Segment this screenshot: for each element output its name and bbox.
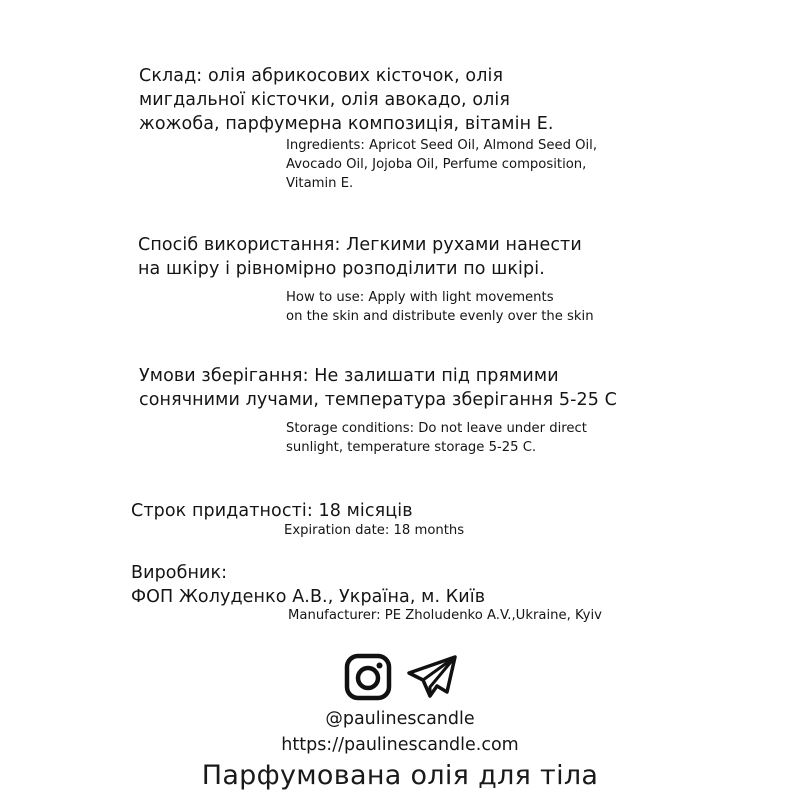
storage-ua-line: Умови зберігання: Не залишати під прямими <box>139 366 559 386</box>
manufacturer-ua <box>131 561 485 609</box>
manufacturer-en-line: Manufacturer: PE Zholudenko A.V.,Ukraine, Kyiv <box>288 608 602 623</box>
shelf-life-ua <box>131 499 413 523</box>
storage-ua-line: сонячними лучами, температура зберігання 5-25 С <box>139 390 617 410</box>
usage-ua-line: на шкіру і рівномірно розподілити по шкірі. <box>138 259 545 279</box>
composition-ua-line: мигдальної кісточки, олія авокадо, олія <box>139 90 511 110</box>
storage-en <box>286 419 587 457</box>
composition-en-line: Vitamin E. <box>286 176 354 191</box>
composition-ua <box>139 64 554 136</box>
shelf-life-en-line: Expiration date: 18 months <box>284 523 465 538</box>
usage-en <box>286 288 594 326</box>
website-link[interactable]: https://paulinescandle.com <box>281 735 519 755</box>
manufacturer-en <box>288 606 602 625</box>
product-title: Парфумована олія для тіла <box>201 760 599 791</box>
composition-ua-line: Склад: олія абрикосових кісточок, олія <box>139 66 504 86</box>
composition-ua-line: жожоба, парфумерна композиція, вітамін Е. <box>139 114 554 134</box>
usage-ua <box>138 233 582 281</box>
shelf-life-en <box>284 521 464 540</box>
instagram-handle[interactable]: @paulinescandle <box>325 709 475 729</box>
manufacturer-ua-line: ФОП Жолуденко А.В., Україна, м. Київ <box>131 587 486 607</box>
composition-en <box>286 136 597 193</box>
storage-ua <box>139 364 617 412</box>
usage-en-line: How to use: Apply with light movements <box>286 290 554 305</box>
instagram-icon[interactable] <box>344 653 392 705</box>
storage-en-line: Storage conditions: Do not leave under direct <box>286 421 587 436</box>
composition-en-line: Ingredients: Apricot Seed Oil, Almond Seed Oil, <box>286 138 598 153</box>
shelf-life-ua-line: Строк придатності: 18 місяців <box>131 501 413 521</box>
social-icons <box>344 653 464 703</box>
usage-ua-line: Спосіб використання: Легкими рухами нанести <box>138 235 582 255</box>
storage-en-line: sunlight, temperature storage 5-25 C. <box>286 440 537 455</box>
usage-en-line: on the skin and distribute evenly over the skin <box>286 309 594 324</box>
manufacturer-ua-line: Виробник: <box>131 563 228 583</box>
telegram-icon[interactable] <box>406 654 458 704</box>
composition-en-line: Avocado Oil, Jojoba Oil, Perfume composition, <box>286 157 587 172</box>
